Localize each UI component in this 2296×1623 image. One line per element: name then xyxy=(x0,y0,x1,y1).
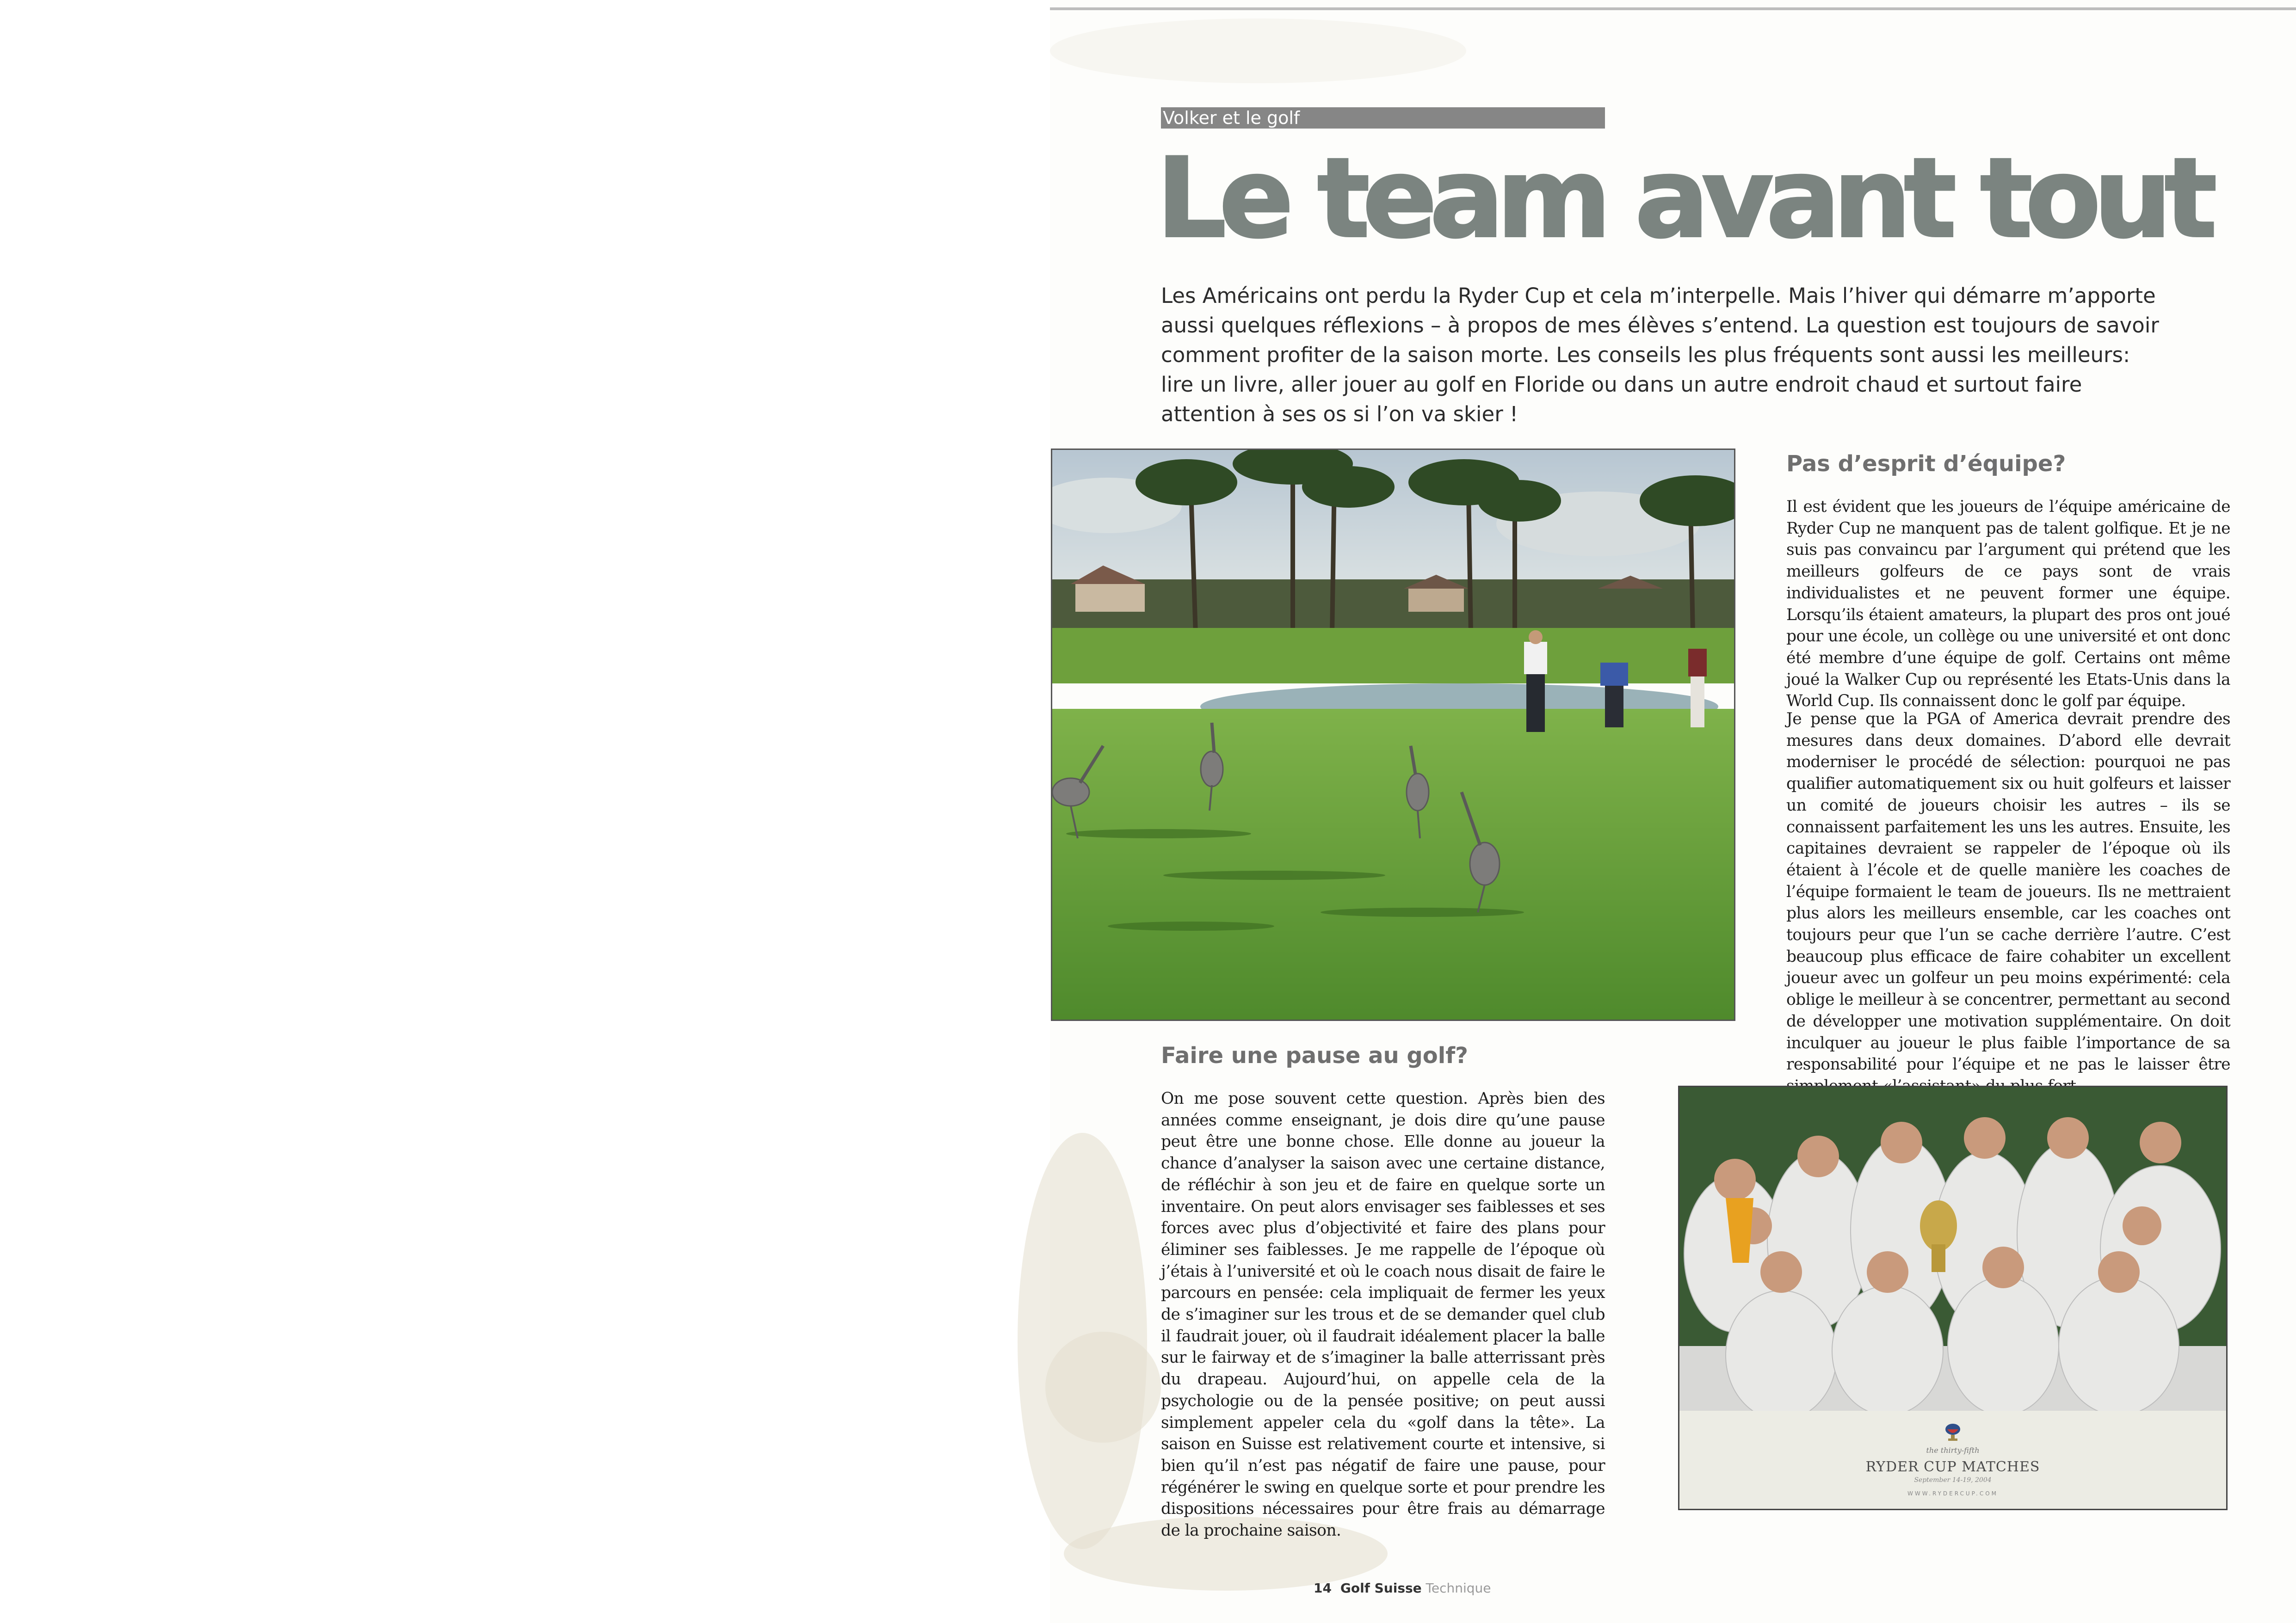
banner-event-name: RYDER CUP MATCHES xyxy=(1865,1459,2040,1475)
page-number: 14 xyxy=(1314,1580,1332,1596)
magazine-name: Golf Suisse xyxy=(1340,1580,1422,1596)
ryder-cup-team-photo xyxy=(1678,1086,2228,1510)
article-lead: Les Américains ont perdu la Ryder Cup et cela m’interpelle. Mais l’hiver qui démarre m’apporte aussi quelques réflexions – à propos de mes élèves s’entend. La question est toujours de savoir comment profiter de la saison morte. Les conseils les plus fréquents sont aussi les meilleurs: lire un livre, aller jouer au golf en Floride ou dans un autre endroit chaud et surtout faire attention à ses os si l’on va skier ! xyxy=(1161,283,2159,426)
section-kicker: Volker et le golf xyxy=(1161,107,1605,129)
body-paragraph: Il est évident que les joueurs de l’équipe américaine de Ryder Cup ne manquent pas de talent golfique. Et je ne suis pas convaincu par l’argument qui prétend que les meilleurs golfeurs de ce pays sont de vrais individualistes et ne peuvent former une équipe. Lorsqu’ils étaient amateurs, la plupart des pros ont joué pour une école, un collège ou une université et ont donc été membre d’une équipe de golf. Certains ont même joué la Walker Cup ou représenté les Etats-Unis dans la World Cup. Ils connaissent donc le golf par équipe. xyxy=(1786,498,2230,711)
section-name: Technique xyxy=(1426,1580,1491,1596)
body-paragraph: On me pose souvent cette question. Après bien des années comme enseignant, je dois dire qu’une pause peut être une bonne chose. Elle donne au joueur la chance d’analyser la saison avec une certaine distance, de réfléchir à son jeu et de faire en quelque sorte un inventaire. On peut alors envisager ses faiblesses et ses forces avec plus d’objectivité et faire des plans pour éliminer ses faiblesses. Je me rappelle de l’époque où j’étais à l’université et où le coach nous disait de faire le parcours en pensée: cela impliquait de fermer les yeux de s’imaginer sur les trous et de se demander quel club il faudrait jouer, où il faudrait idéalement placer la balle sur le fairway et de s’imaginer la balle atterrissant près du drapeau. Aujourd’hui, on appelle cela de la psychologie ou de la pensée positive; on peut aussi simplement appeler cela du «golf dans la tête». La saison en Suisse est relativement courte et intensive, si bien qu’il n’est pas négatif de faire une pause, pour régénérer le swing en quelque sorte et pour prendre les dispositions nécessaires pour être frais au démarrage de la prochaine saison. xyxy=(1161,1089,1605,1540)
top-rule xyxy=(1050,7,2296,10)
article-title: Le team avant tout xyxy=(1156,135,2210,263)
banner-script-line: the thirty-fifth xyxy=(1926,1446,1980,1455)
golf-course-photo xyxy=(1051,449,1735,1021)
ryder-cup-banner xyxy=(1679,1411,2226,1509)
banner-dates: September 14-19, 2004 xyxy=(1914,1476,1992,1484)
section-heading-pause: Faire une pause au golf? xyxy=(1161,1043,1468,1069)
paper-stain xyxy=(1045,1332,1161,1443)
section-heading-team-spirit: Pas d’esprit d’équipe? xyxy=(1786,451,2066,477)
banner-url: WWW.RYDERCUP.COM xyxy=(1907,1490,1999,1497)
ryder-cup-trophy-icon xyxy=(1941,1421,1965,1442)
page-footer xyxy=(1314,1580,1491,1596)
team-image xyxy=(1679,1087,2226,1411)
paper-stain xyxy=(1050,18,1466,83)
body-paragraph: Je pense que la PGA of America devrait prendre des mesures dans deux domaines. D’abord elle devrait moderniser le procédé de sélection: pourquoi ne pas qualifier automatiquement six ou huit golfeurs et laisser un comité de joueurs choisir les autres – ils se connaissent parfaitement les uns les autres. Ensuite, les capitaines devraient se rappeler de l’époque où ils étaient à l’école et de quelle manière les coaches de l’équipe formaient le team de joueurs. Ils ne mettraient plus alors les meilleurs ensemble, car les coaches ont toujours peur que l’un se cache derrière l’autre. C’est beaucoup plus efficace de faire cohabiter un excellent joueur avec un golfeur un peu moins expérimenté: cela oblige le meilleur à se concentrer, permettant au second de développer une motivation supplémentaire. On doit inculquer au joueur le plus faible l’importance de sa responsabilité pour l’équipe et ne pas le laisser être xyxy=(1786,710,2230,1074)
